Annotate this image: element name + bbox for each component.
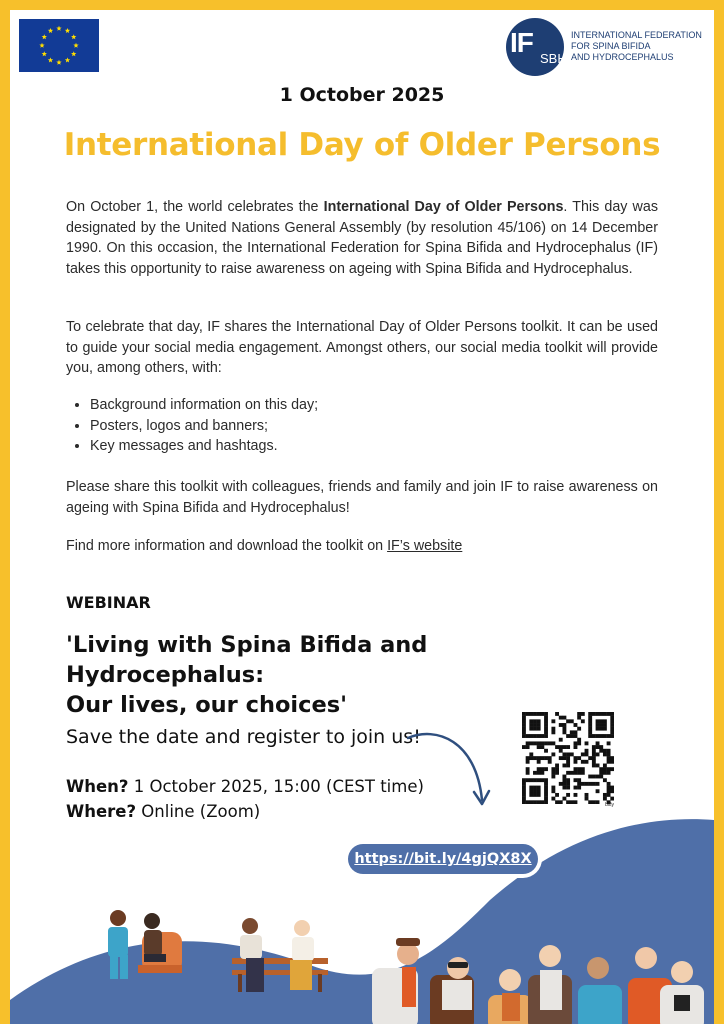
logo-line-1: INTERNATIONAL FEDERATION [571,30,702,40]
list-item: • Posters, logos and banners; [90,416,650,437]
group-of-elders-illustration [372,938,704,1024]
logo-if-text: IF [510,27,533,58]
older-persons-illustration [10,10,714,1024]
logo-line-3: AND HYDROCEPHALUS [571,52,674,62]
qr-caption: bitly [605,802,614,808]
event-date: 1 October 2025 [279,84,445,106]
caregiver-scene-illustration [108,910,182,979]
when-label: When? [66,777,129,796]
intro-text-start: On October 1, the world celebrates the [66,199,324,215]
save-the-date-text: Save the date and register to join us! [66,726,421,748]
webinar-label: WEBINAR [66,593,151,612]
where-value: Online (Zoom) [136,802,261,821]
bench-scene-illustration [232,918,328,992]
list-item: • Key messages and hashtags. [90,436,650,457]
info-text: Find more information and download the toolkit on [66,538,388,554]
page-title: International Day of Older Persons [63,127,661,163]
toolkit-paragraph: To celebrate that day, IF shares the International Day of Older Persons toolkit. It can be used to guide your social media engagement. Amongst others, our social media toolkit will provide you, among others, with: [66,319,658,376]
if-website-link[interactable]: IF’s website [387,538,463,554]
logo-line-2: FOR SPINA BIFIDA [571,41,651,51]
share-paragraph: Please share this toolkit with colleagues, friends and family and join IF to raise awareness on ageing with Spina Bifida and Hydrocephalus! [66,479,658,516]
list-item: • Background information on this day; [90,395,650,416]
poster-page [10,10,714,1024]
logo-sbh-text: SBH [540,51,567,66]
intro-text-end: . This day was designated by the United Nations General Assembly (by resolution 45/106) on 14 December 1990. On this occasion, the International Federation for Spina Bifida and Hydrocephalus (IF) takes this opportunity to raise awareness on ageing with Spina Bifida and Hydrocephalus. [66,199,658,277]
registration-url[interactable]: https://bit.ly/4gjQX8X [348,844,538,874]
when-value: 1 October 2025, 15:00 (CEST time) [128,777,424,796]
where-label: Where? [66,802,137,821]
webinar-title-line-2: Our lives, our choices' [66,692,348,718]
intro-bold-text: International Day of Older Persons [323,199,564,215]
webinar-title-line-1: 'Living with Spina Bifida and Hydrocephalus: [66,632,428,688]
